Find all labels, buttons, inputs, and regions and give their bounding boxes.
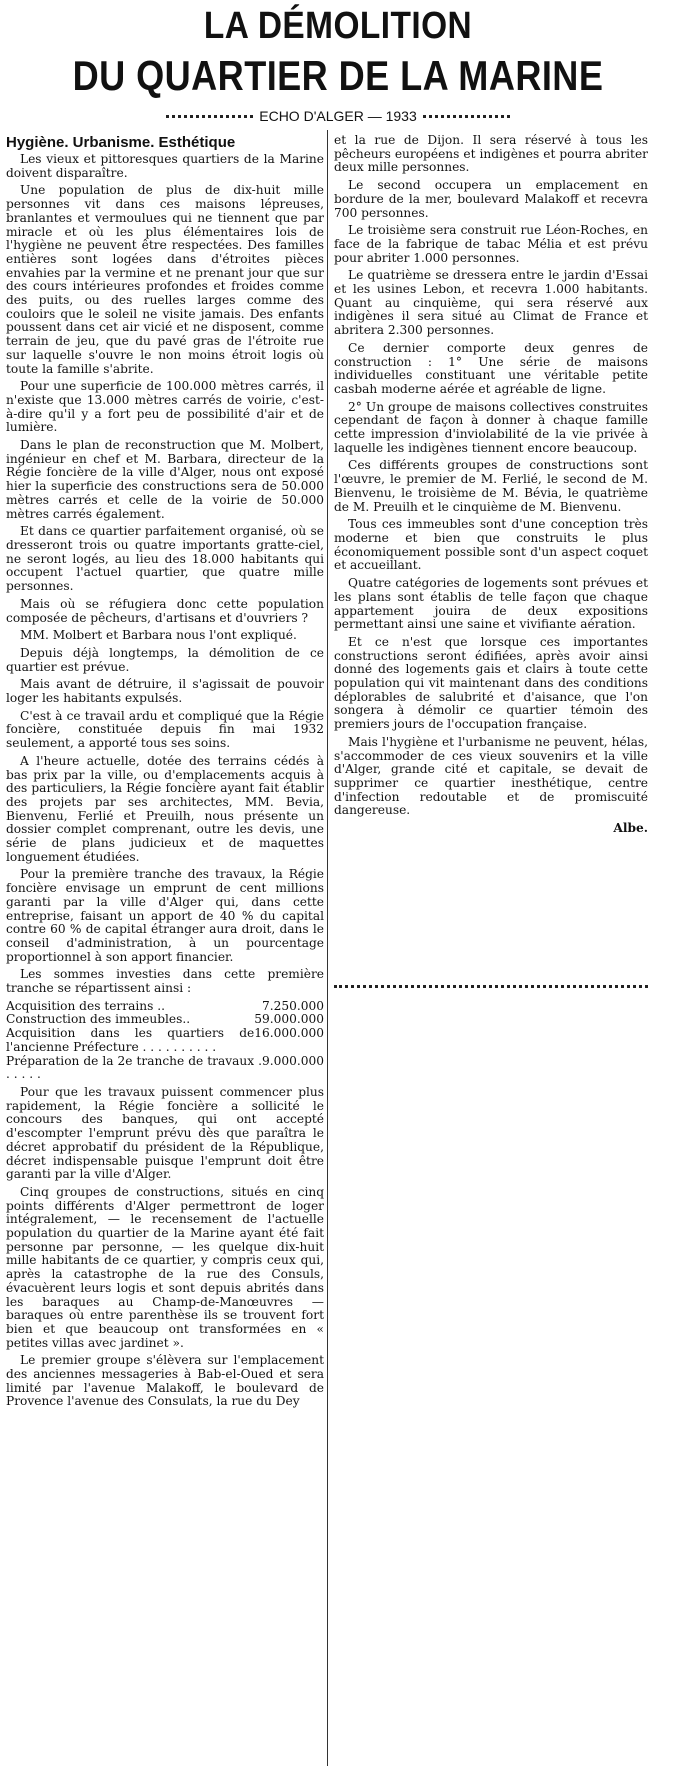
paragraph: 2° Un groupe de maisons collectives construites cependant de façon à donner à chaque famille cette impression d'inviolabilité de la vie privée à laquelle les indigènes tiennent encore beaucoup. [334, 399, 648, 455]
paragraph: Pour que les travaux puissent commencer plus rapidement, la Régie foncière a sollicité le concours des banques, qui ont accepté d'escompter l'emprunt prévu dès que paraîtra le décret approbatif du président de la République, décret indispensable puisque l'emprunt doit être garanti par la ville d'Alger. [6, 1085, 324, 1182]
paragraph: Le premier groupe s'élèvera sur l'emplacement des anciennes messageries à Bab-el-Oued et sera limité par l'avenue Malakoff, le boulevard de Provence l'avenue des Consulats, la rue du Dey [6, 1353, 324, 1409]
paragraph: MM. Molbert et Barbara nous l'ont expliqué. [20, 628, 297, 643]
paragraph: Le troisième sera construit rue Léon-Roches, en face de la fabrique de tabac Mélia et est prévu pour abriter 1.000 personnes. [334, 223, 648, 265]
headline-line-2: DU QUARTIER DE LA MARINE [72, 52, 604, 99]
paragraph: Et dans ce quartier parfaitement organisé, où se dresseront trois ou quatre importants gratte-ciel, ne seront logés, au lieu des 18.000 habitants qui occupent l'actuel quartier, que quatre mille personnes. [6, 524, 324, 594]
paragraph: Le second occupera un emplacement en bordure de la mer, boulevard Malakoff et recevra 700 personnes. [334, 178, 648, 220]
paragraph: Cinq groupes de constructions, situés en cinq points différents d'Alger permettront de loger intégralement, — le recensement de l'actuelle population du quartier de la Marine ayant été fait personne par personne, — les quelque dix-huit mille habitants de ce quartier, y compris ceux qui, après la catastrophe de la rue des Consuls, évacuèrent leurs logis et sont depuis abrités dans les baraques au Champ-de-Manœuvres — baraques où entre parenthèse ils se trouvent fort bien et que beaucoup ont transformées en « petites villas avec jardinet ». [6, 1184, 324, 1350]
paragraph: C'est à ce travail ardu et compliqué que la Régie foncière, constituée depuis fin mai 1932 seulement, a apporté tous ses soins. [6, 708, 324, 751]
paragraph: Mais l'hygiène et l'urbanisme ne peuvent, hélas, s'accommoder de ces vieux souvenirs et la ville d'Alger, grande cité et capitale, se devait de supprimer ce quartier inesthétique, centre d'infection redoutable et de promiscuité dangereuse. [334, 734, 648, 818]
column-divider [327, 130, 328, 1766]
paragraph: Le quatrième se dressera entre le jardin d'Essai et les usines Lebon, et recevra 1.000 habitants. Quant au cinquième, qui sera réservé aux indigènes il sera situé au Climat de France et abritera 2.300 personnes. [334, 268, 648, 338]
paragraph: Ces différents groupes de constructions sont l'œuvre, le premier de M. Ferlié, le second de M. Bienvenu, le troisième de M. Bévia, le quatrième de M. Preuilh et le cinquième de M. Bienvenu. [334, 458, 648, 514]
ledger-amount: 59.000.000 [254, 1012, 324, 1027]
paragraph: Mais avant de détruire, il s'agissait de pouvoir loger les habitants expulsés. [6, 677, 324, 706]
end-rule [334, 985, 648, 988]
paragraph: Tous ces immeubles sont d'une conception très moderne et bien que construits le plus économiquement possible sont d'un aspect coquet et accueillant. [334, 517, 648, 573]
dotted-rule-right [423, 115, 510, 118]
paragraph: Mais où se réfugiera donc cette population composée de pêcheurs, d'artisans et d'ouvriers ? [6, 596, 324, 625]
ledger-amount: 16.000.000 [254, 1026, 324, 1041]
paragraph: Pour une superficie de 100.000 mètres carrés, il n'existe que 13.000 mètres carrés de voirie, c'est-à-dire qu'il y a fort peu de possibilité d'air et de lumière. [6, 379, 324, 435]
budget-ledger [6, 1000, 324, 1082]
paragraph: et la rue de Dijon. Il sera réservé à tous les pêcheurs européens et indigènes et pourra abriter deux mille personnes. [334, 133, 648, 175]
headline-line-1: LA DÉMOLITION [203, 5, 473, 47]
paragraph: Une population de plus de dix-huit mille personnes vit dans ces maisons lépreuses, branlantes et vermoulues qui ne tiennent que par miracle et où les plus élémentaires lois de l'hygiène ne peuvent être respectées. Des familles entières sont logées dans d'étroites pièces envahies par la vermine et ne prenant jour que sur des cours intérieures profondes et froides comme des puits, ou des ruelles larges comme des couloirs que le soleil ne visite jamais. Des enfants poussent dans cet air vicié et ne disposent, comme terrain de jeu, que du pavé gras de l'étroite rue sur laquelle s'ouvre le non moins étroit logis où toute la famille s'abrite. [6, 183, 324, 376]
source-credit: ECHO D'ALGER — 1933 [259, 108, 417, 124]
paragraph: Pour la première tranche des travaux, la Régie foncière envisage un emprunt de cent millions garanti par la ville d'Alger qui, dans cette entreprise, faisant un apport de 40 % du capital contre 60 % de capital étranger aura droit, dans le conseil d'administration, à un pourcentage proportionnel à son apport financier. [6, 867, 324, 964]
paragraph: Quatre catégories de logements sont prévues et les plans sont établis de telle façon que chaque appartement jouira de deux expositions permettant ainsi une saine et vivifiante aération. [334, 576, 648, 632]
paragraph: Dans le plan de reconstruction que M. Molbert, ingénieur en chef et M. Barbara, directeur de la Régie foncière de la ville d'Alger, nous ont exposé hier la superficie des constructions sera de 50.000 mètres carrés et celle de la voirie de 50.000 mètres carrés également. [6, 438, 324, 521]
ledger-label: Acquisition dans les quartiers de l'ancienne Préfecture . . . . . . . . . . [6, 1026, 255, 1054]
paragraph: Les vieux et pittoresques quartiers de la Marine doivent disparaître. [6, 152, 324, 180]
ledger-row [6, 1000, 324, 1014]
paragraph: A l'heure actuelle, dotée des terrains cédés à bas prix par la ville, ou d'emplacements acquis à des particuliers, la Régie foncière ayant fait établir des projets par ses architectes, MM. Bevia, Bienvenu, Ferlié et Preuilh, nous présente un dossier complet comprenant, outre les devis, une série de plans judicieux et de maquettes longuement étudiées. [6, 753, 324, 864]
ledger-row [6, 1055, 324, 1082]
left-column [6, 134, 324, 1413]
paragraph: Ce dernier comporte deux genres de construction : 1° Une série de maisons individuelles constituant une véritable petite casbah moderne aérée et agréable de ligne. [334, 340, 648, 396]
source-line [166, 106, 510, 126]
ledger-label: Acquisition des terrains .. [6, 998, 165, 1013]
paragraph: Et ce n'est que lorsque ces importantes constructions seront édifiées, après avoir ainsi donné des logements gais et clairs à toute cette population qui vit maintenant dans des conditions déplorables de salubrité et d'aisance, que l'on songera à démolir ce quartier témoin des premiers jours de l'occupation française. [334, 634, 648, 732]
dotted-rule-left [166, 115, 253, 118]
ledger-label: Construction des immeubles.. [6, 1012, 191, 1027]
subheading: Hygiène. Urbanisme. Esthétique [6, 134, 236, 151]
paragraph: Les sommes investies dans cette première tranche se répartissent ainsi : [6, 967, 324, 996]
ledger-row [6, 1013, 324, 1027]
paragraph: Depuis déjà longtemps, la démolition de ce quartier est prévue. [6, 645, 324, 674]
ledger-amount: 9.000.000 [261, 1053, 324, 1068]
author-signature: Albe. [613, 821, 648, 836]
ledger-row [6, 1027, 324, 1054]
ledger-amount: 7.250.000 [261, 998, 324, 1013]
right-column [334, 134, 648, 836]
ledger-label: Préparation de la 2e tranche de travaux . . . . . . [6, 1053, 262, 1082]
